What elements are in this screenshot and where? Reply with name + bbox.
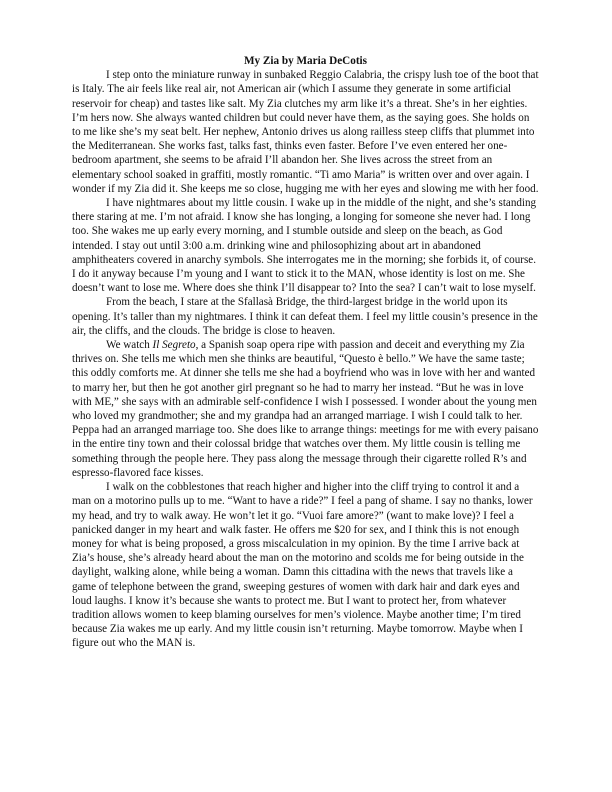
paragraph-text: I have nightmares about my little cousin. I wake up in the middle of the night, and she’s standing there staring at me. I’m not afraid. I know she has longing, a longing for someone she never had. I long too. She wakes me up early every morning, and I stumble outside and sleep on the beach, as God intended. I stay out until 3:00 a.m. drinking wine and philosophizing about art in abandoned amphitheaters covered in anarchy symbols. She interrogates me in the morning; she forbids it, of course. I do it anyway because I’m young and I want to stick it to the MAN, whose identity is lost on me. She doesn’t want to lose me. Where does she think I’ll disappear to? Into the sea? I can’t wait to lose myself. (72, 197, 537, 295)
paragraph-text: , a Spanish soap opera ripe with passion and deceit and everything my Zia thrives on. She tells me which men she thinks are beautiful, “Questo è bello.” We have the same taste; this oddly comforts me. At dinner she tells me she had a boyfriend who was in love with her and wanted to marry her, but then he got another girl pregnant so he had to marry her instead. “But he was in love with ME,” she says with an admirable self-confidence I wish I possessed. I wonder about the young men who loved my grandmother; she and my grandpa had an arranged marriage. I wish I could talk to her. Peppa had an arranged marriage too. She does like to arrange things: meetings for me with every paisano in the entire tiny town and their colossal bridge that watches over them. My little cousin is telling me something through the people here. They pass along the message through their cigarette rolled R’s and espresso-flavored face kisses. (72, 339, 539, 479)
paragraph-text: From the beach, I stare at the Sfallasà Bridge, the third-largest bridge in the world upon its opening. It’s taller than my nightmares. I think it can defeat them. I feel my little cousin’s presence in the air, the cliffs, and the clouds. The bridge is close to heaven. (72, 296, 538, 337)
paragraph (72, 338, 539, 480)
document-page (72, 54, 539, 651)
paragraph-text: I walk on the cobblestones that reach higher and higher into the cliff trying to control it and a man on a motorino pulls up to me. “Want to have a ride?” I feel a pang of shame. I say no thanks, lower my head, and try to walk away. He won’t let it go. “Vuoi fare amore?” (want to make love)? I feel a panicked danger in my heart and walk faster. He offers me $20 for sex, and I think this is not enough money for what is being proposed, a gross miscalculation in my opinion. By the time I arrive back at Zia’s house, she’s already heard about the man on the motorino and scolds me for being outside in the daylight, walking alone, while being a woman. Damn this cittadina with the news that travels like a game of telephone between the grand, sweeping gestures of women with dark hair and dark eyes and loud laughs. I know it’s because she wants to protect me. But I want to protect her, from whatever tradition allows women to keep blaming ourselves for men’s violence. Maybe another time; I’m tired because Zia wakes me up early. And my little cousin isn’t returning. Maybe tomorrow. Maybe when I figure out who the MAN is. (72, 481, 533, 650)
document-title: My Zia by Maria DeCotis (243, 55, 368, 67)
paragraph-text: We watch (106, 339, 153, 352)
paragraph (72, 480, 539, 650)
paragraph (72, 68, 539, 196)
document-body (72, 68, 539, 650)
paragraph-text: I step onto the miniature runway in sunbaked Reggio Calabria, the crispy lush toe of the boot that is Italy. The air feels like real air, not American air (which I assume they generate in some artificial reservoir for cheap) and tastes like salt. My Zia clutches my arm like it’s a threat. She’s in her eighties. I’m hers now. She always wanted children but could never have them, as the saying goes. She holds on to me like she’s my seat belt. Her nephew, Antonio drives us along railless steep cliffs that plummet into the Mediterranean. She works fast, talks fast, thinks even faster. Before I’ve even entered her one-bedroom apartment, she seems to be afraid I’ll abandon her. She lives across the street from an elementary school soaked in graffiti, mostly romantic. “Ti amo Maria” is written over and over again. I wonder if my Zia did it. She keeps me so close, hugging me with her eyes and slowing me with her food. (72, 69, 539, 195)
paragraph (72, 196, 539, 295)
italic-text: Il Segreto (152, 339, 196, 352)
paragraph (72, 295, 539, 338)
